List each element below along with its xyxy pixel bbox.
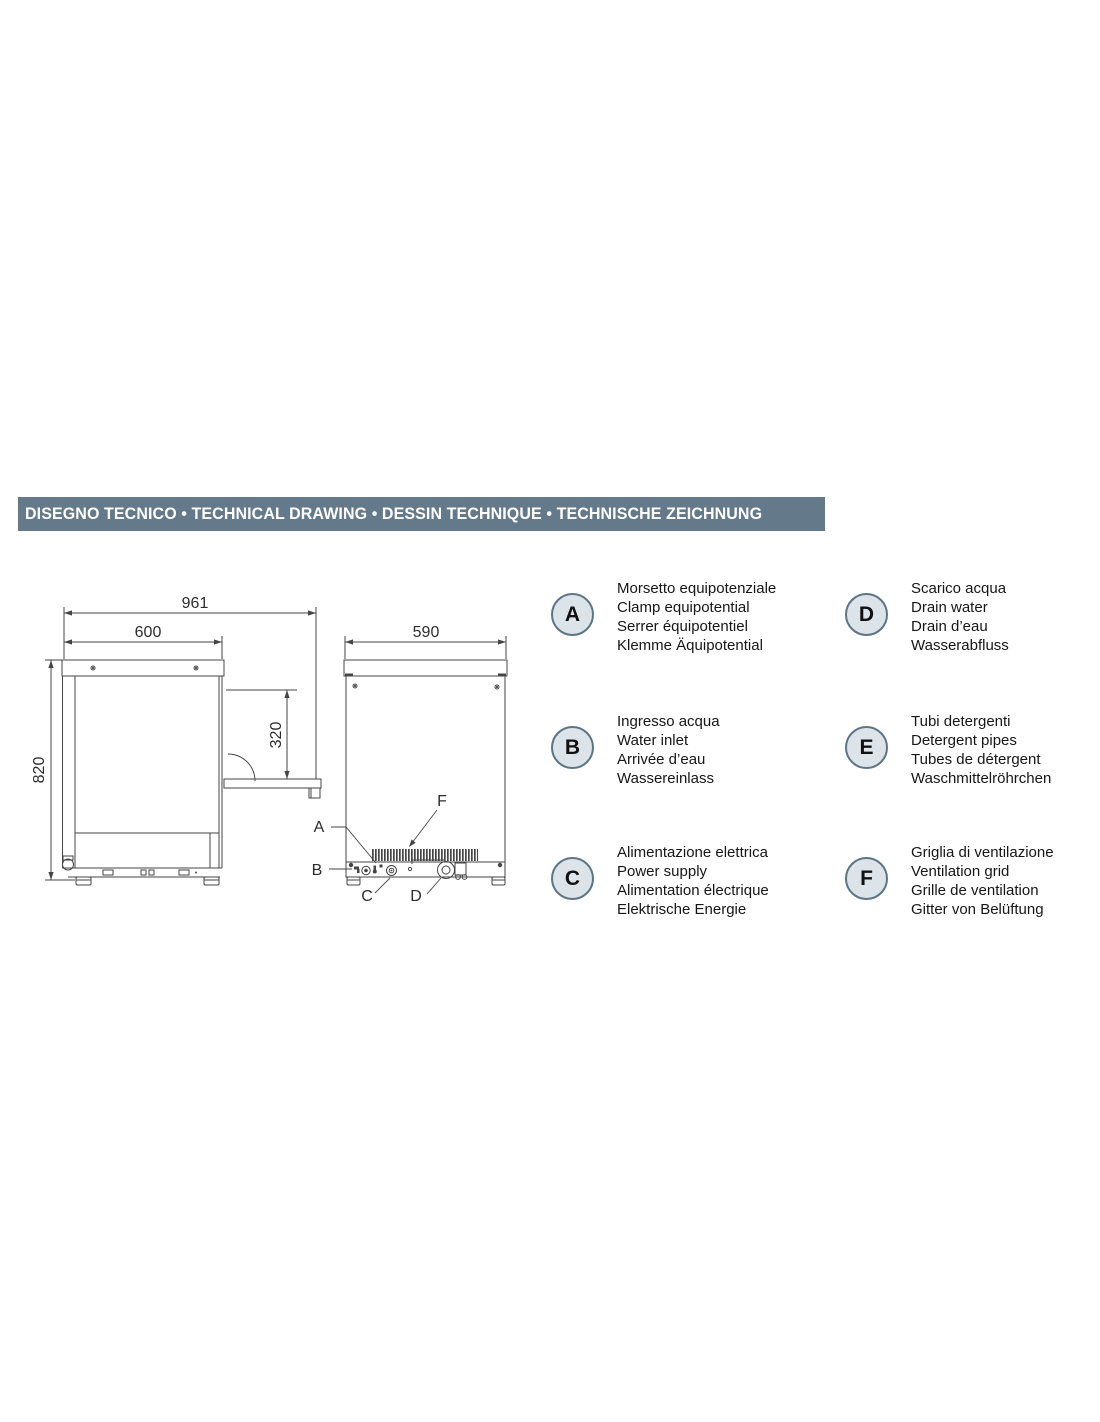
side-view-feet <box>76 877 219 885</box>
clamp-and-inlet-fittings <box>354 865 383 875</box>
legend-line-de: Gitter von Belüftung <box>911 901 1044 918</box>
legend-line-fr: Tubes de détergent <box>911 751 1041 768</box>
small-port <box>408 867 411 870</box>
dimension-total-width <box>64 607 316 779</box>
rear-view-drawing <box>312 624 507 905</box>
section-title: DISEGNO TECNICO • TECHNICAL DRAWING • DESSIN TECHNIQUE • TECHNISCHE ZEICHNUNG <box>25 504 763 523</box>
legend-line-fr: Serrer équipotentiel <box>617 618 748 635</box>
legend-item-detergent-pipes <box>845 712 1100 792</box>
legend-line-fr: Alimentation électrique <box>617 882 769 899</box>
rear-view-service-strip <box>349 860 502 879</box>
technical-drawing <box>0 560 540 920</box>
legend-line-it: Griglia di ventilazione <box>911 844 1054 861</box>
rear-view-top-band <box>344 660 507 677</box>
section-header-bar <box>18 497 825 531</box>
dimension-label-961: 961 <box>181 595 209 612</box>
legend-line-de: Wasserabfluss <box>911 637 1009 654</box>
callout-f: F <box>437 793 447 810</box>
legend-line-fr: Grille de ventilation <box>911 882 1039 899</box>
legend-item-water-inlet <box>551 712 811 792</box>
legend-item-drain-water <box>845 579 1100 659</box>
legend-badge-c: C <box>551 857 594 900</box>
legend-line-it: Scarico acqua <box>911 580 1007 597</box>
legend-line-en: Power supply <box>617 863 708 880</box>
rear-view-body <box>346 676 505 877</box>
legend-badge-b: B <box>551 726 594 769</box>
legend-line-it: Morsetto equipotenziale <box>617 580 777 597</box>
legend-badge-d: D <box>845 593 888 636</box>
legend-line-de: Wassereinlass <box>617 770 714 787</box>
legend-line-en: Water inlet <box>617 732 689 749</box>
legend-line-en: Detergent pipes <box>911 732 1017 749</box>
legend-line-it: Ingresso acqua <box>617 713 720 730</box>
dimension-label-820: 820 <box>31 756 48 784</box>
legend-line-it: Alimentazione elettrica <box>617 844 768 861</box>
side-view-open-door <box>224 754 321 798</box>
legend-line-fr: Arrivée d’eau <box>617 751 706 768</box>
legend-line-de: Elektrische Energie <box>617 901 747 918</box>
side-view-drawing <box>31 595 321 885</box>
legend-line-en: Clamp equipotential <box>617 599 750 616</box>
dimension-label-590: 590 <box>412 624 440 641</box>
dimension-label-600: 600 <box>134 624 162 641</box>
callout-b: B <box>311 862 323 879</box>
legend-badge-f: F <box>845 857 888 900</box>
side-view-body <box>62 676 222 877</box>
legend-line-en: Drain water <box>911 599 988 616</box>
callout-c: C <box>361 888 373 905</box>
power-supply-gland <box>387 866 397 876</box>
legend-badge-a: A <box>551 593 594 636</box>
dimension-door-drop <box>226 690 297 779</box>
legend-line-de: Waschmittelröhrchen <box>911 770 1052 787</box>
side-view-worktop <box>62 660 224 676</box>
legend-line-en: Ventilation grid <box>911 863 1010 880</box>
legend-item-power-supply <box>551 843 811 923</box>
ventilation-grid <box>372 849 478 861</box>
legend-line-fr: Drain d’eau <box>911 618 988 635</box>
dimension-height <box>45 660 75 880</box>
callout-a: A <box>313 819 325 836</box>
legend-item-clamp-equipotential <box>551 579 811 659</box>
legend-line-de: Klemme Äquipotential <box>617 637 763 654</box>
rear-view-feet <box>347 877 505 885</box>
legend-item-ventilation-grid <box>845 843 1100 923</box>
dimension-label-320: 320 <box>268 721 285 749</box>
callout-d: D <box>410 888 422 905</box>
legend-line-it: Tubi detergenti <box>911 713 1011 730</box>
legend-badge-e: E <box>845 726 888 769</box>
